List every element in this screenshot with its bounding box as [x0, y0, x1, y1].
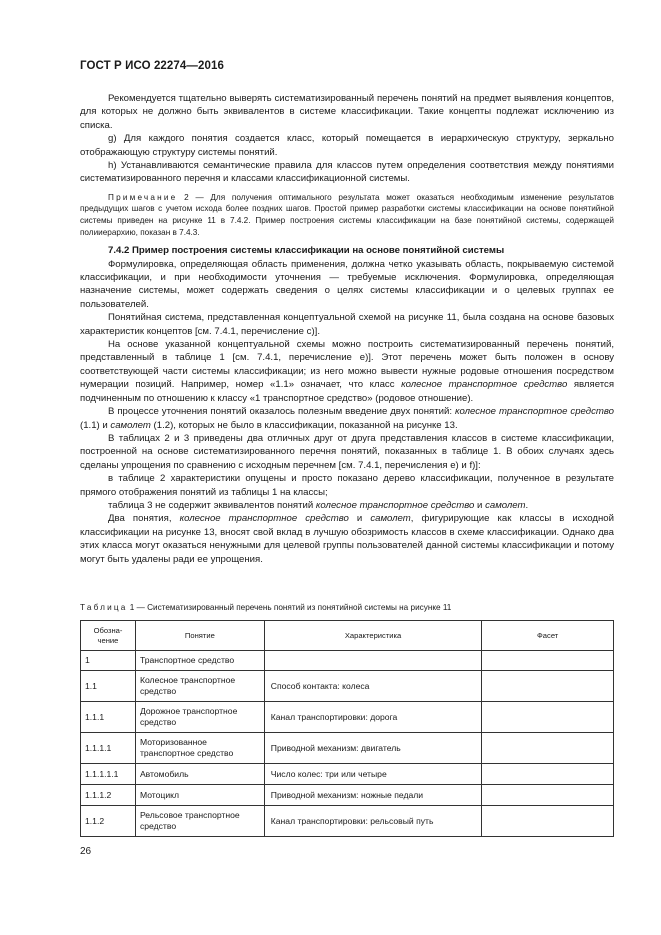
page-number: 26 [80, 846, 92, 857]
cell-concept: Моторизованное транспортное средство [135, 733, 264, 764]
table-row [81, 806, 614, 837]
italic-term: самолет [110, 419, 151, 431]
cell-designation: 1.1.2 [81, 806, 136, 837]
text-run: На основе указанной концептуальной схемы можно построить систематизированный перечень понятий, представленный в таблице 1 [см. 7.4.1, перечисление е)]. Этот перечень может быть положен в основу соответствующей части системы классификации; из него можно вывести нужные родовые отношения посредством нумерации позиций. Например, номер «1.1» означает, что класс [80, 339, 614, 391]
paragraph [80, 338, 614, 405]
note-label: Примечание [108, 192, 178, 202]
text-run: и [474, 499, 486, 511]
document-header: ГОСТ Р ИСО 22274—2016 [80, 60, 225, 72]
cell-concept: Автомобиль [135, 764, 264, 785]
text-run: таблица 3 не содержит эквивалентов понятий [108, 499, 316, 511]
table-row [81, 671, 614, 702]
header-characteristic: Характеристика [264, 621, 482, 651]
text-run: , фигурирующие как классы в исходной классификации на рисунке 13, вносят свой вклад в лучшую обозримость классов в схеме классификации. Однако два этих класса могут оказаться ненужными для целевой группы пользователей данной системы классификации и потому могут быть удалены ради ее упрощения. [80, 513, 614, 565]
cell-designation: 1.1.1.1.1 [81, 764, 136, 785]
table-caption [80, 603, 451, 612]
table-row [81, 651, 614, 671]
italic-term: колесное транспортное средство [401, 379, 568, 391]
concept-table [80, 620, 614, 837]
paragraph: g) Для каждого понятия создается класс, который помещается в иерархическую структуру, зеркально отображающую структуру системы понятий. [80, 133, 614, 158]
cell-concept: Колесное транспортное средство [135, 671, 264, 702]
cell-facet [482, 702, 614, 733]
paragraph [80, 405, 614, 432]
cell-characteristic: Приводной механизм: двигатель [264, 733, 482, 764]
table-header-row [81, 621, 614, 651]
cell-facet [482, 785, 614, 806]
caption-label: Таблица [80, 603, 128, 612]
table-row [81, 702, 614, 733]
paragraph: Формулировка, определяющая область применения, должна четко указывать область, покрываемую системой классификации, и при необходимости уточнения — требуемые исключения. Формулировка, определяющая назначение системы, может содержать сведения о целях системы классификации и о целевых группах ее пользователей. [80, 258, 614, 310]
cell-characteristic: Число колес: три или четыре [264, 764, 482, 785]
text-run: (1.1) и [80, 419, 111, 431]
caption-text: 1 — Систематизированный перечень понятий из понятийной системы на рисунке 11 [127, 603, 452, 612]
cell-characteristic: Способ контакта: колеса [264, 671, 482, 702]
text-run: является подчиненным по отношению к классу «1 транспортное средство» (родовое отношение). [80, 379, 615, 404]
table-row [81, 764, 614, 785]
header-facet: Фасет [482, 621, 614, 651]
cell-characteristic: Канал транспортировки: дорога [264, 702, 482, 733]
cell-concept: Дорожное транспортное средство [135, 702, 264, 733]
text-run: В процессе уточнения понятий оказалось полезным введение двух понятий: [108, 406, 455, 418]
cell-facet [482, 671, 614, 702]
table-row [81, 785, 614, 806]
cell-designation: 1.1.1.2 [81, 785, 136, 806]
cell-concept: Рельсовое транспортное средство [135, 806, 264, 837]
note [80, 192, 614, 238]
cell-characteristic: Канал транспортировки: рельсовый путь [264, 806, 482, 837]
cell-designation: 1.1 [81, 671, 136, 702]
cell-facet [482, 651, 614, 671]
italic-term: самолет [485, 499, 526, 511]
table-row [81, 733, 614, 764]
paragraph: в таблице 2 характеристики опущены и просто показано дерево классификации, полученное в результате прямого отображения понятий из таблицы 1 на классы; [80, 473, 614, 498]
paragraph [80, 512, 614, 566]
italic-term: колесное транспортное средство [315, 499, 475, 511]
italic-term: самолет [370, 513, 411, 525]
cell-concept: Мотоцикл [135, 785, 264, 806]
cell-characteristic: Приводной механизм: ножные педали [264, 785, 482, 806]
section-heading: 7.4.2 Пример построения системы классификации на основе понятийной системы [108, 245, 505, 257]
cell-designation: 1.1.1 [81, 702, 136, 733]
paragraph: Понятийная система, представленная концептуальной схемой на рисунке 11, была создана на основе базовых характеристик концептов [см. 7.4.1, перечисление с)]. [80, 312, 614, 337]
paragraph: В таблицах 2 и 3 приведены два отличных друг от друга представления классов в системе классификации, построенной на основе систематизированного перечня понятий, показанных в таблице 1. В обоих случаях здесь сделаны упрощения по сравнению с исходным перечнем [см. 7.4.1, перечисления е) и f)]: [80, 432, 614, 471]
note-text: 2 — Для получения оптимального результата может оказаться необходимым изменение результатов предыдущих шагов с учетом исхода более поздних шагов. Простой пример разработки системы классификации на основе понятийной системы приведен на рисунке 11 в 7.4.2. Пример построения системы классификации на базе понятийной системы, содержащей полииерархию, показан в 7.4.3. [80, 192, 614, 237]
cell-concept: Транспортное средство [135, 651, 264, 671]
paragraph: h) Устанавливаются семантические правила для классов путем определения соответствия между понятиями систематизированного перечня и классами классификационной системы. [80, 160, 614, 185]
cell-designation: 1 [81, 651, 136, 671]
cell-facet [482, 806, 614, 837]
cell-characteristic [264, 651, 482, 671]
italic-term: колесное транспортное средство [454, 406, 614, 418]
text-run: и [348, 513, 371, 525]
paragraph [80, 499, 614, 512]
paragraph: Рекомендуется тщательно выверять систематизированный перечень понятий на предмет выявления концептов, для которых не должно быть эквивалентов в системе классификации. Такие концепты подлежат исключению из списка. [80, 93, 614, 131]
text-run: . [525, 499, 529, 511]
cell-designation: 1.1.1.1 [81, 733, 136, 764]
cell-facet [482, 764, 614, 785]
italic-term: колесное транспортное средство [179, 513, 349, 525]
document-body [80, 92, 614, 566]
header-concept: Понятие [135, 621, 264, 651]
header-designation: Обозна-чение [81, 621, 136, 651]
text-run: Два понятия, [108, 513, 180, 525]
cell-facet [482, 733, 614, 764]
text-run: (1.2), которых не было в классификации, показанной на рисунке 13. [150, 419, 458, 431]
